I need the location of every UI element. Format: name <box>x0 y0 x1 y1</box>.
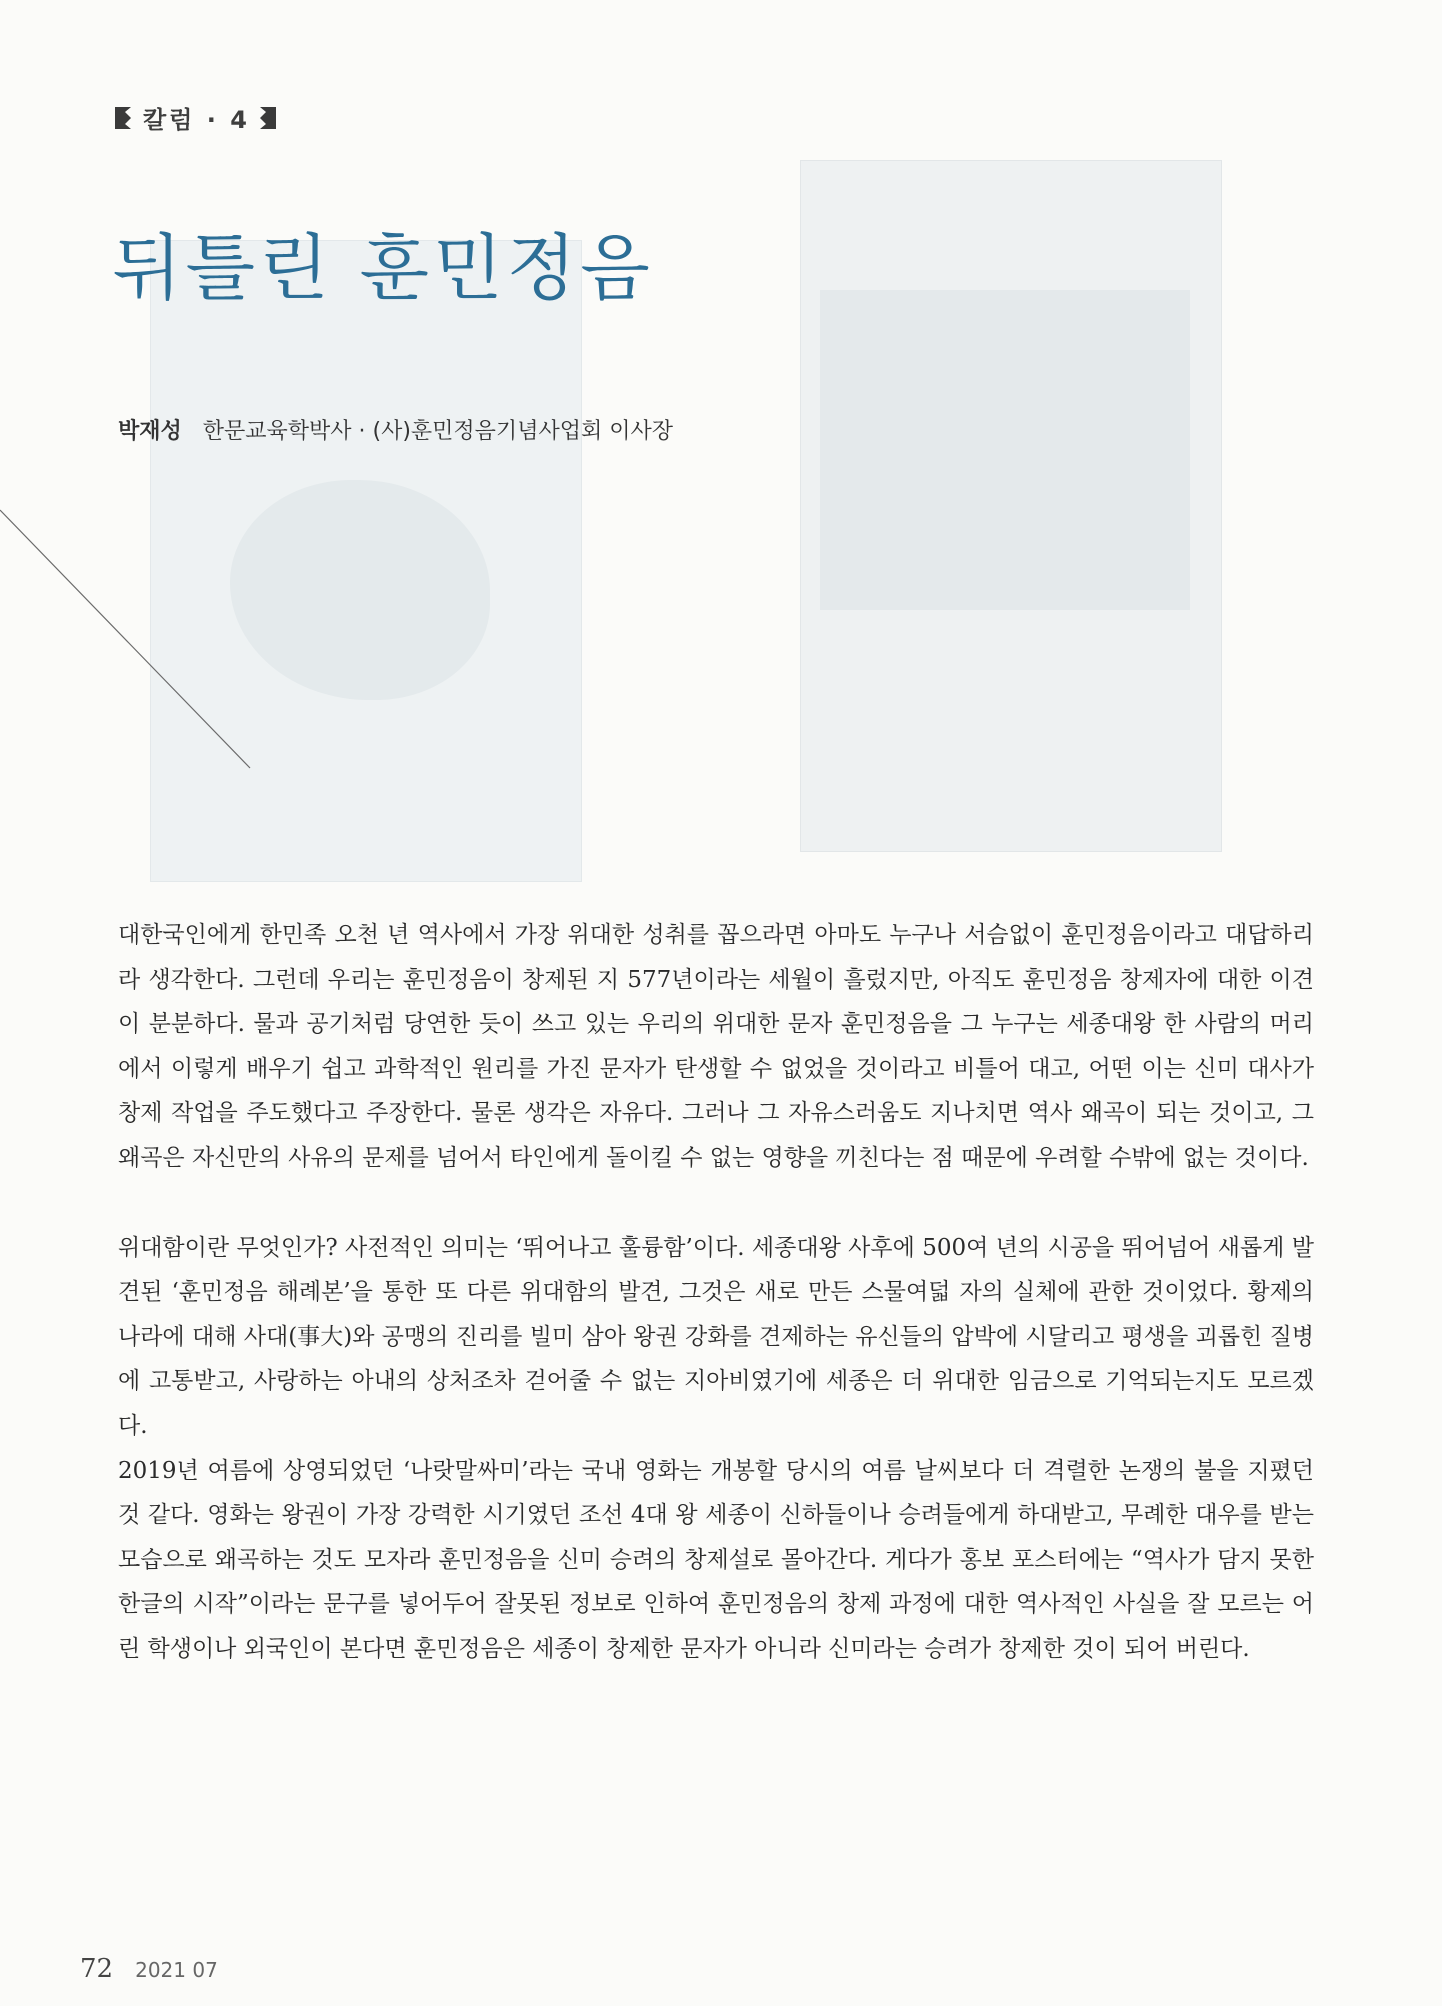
issue-date: 2021 07 <box>135 1958 218 1982</box>
author-affiliation: 한문교육학박사 · (사)훈민정음기념사업회 이사장 <box>202 419 673 444</box>
page-number: 72 <box>80 1954 114 1984</box>
page-footer <box>80 1954 218 1984</box>
article-paragraph-2: 위대함이란 무엇인가? 사전적인 의미는 ‘뛰어나고 훌륭함’이다. 세종대왕 사후에 500여 년의 시공을 뛰어넘어 새롭게 발견된 ‘훈민정음 해례본’을 통한 또 다른 위대함의 발견, 그것은 새로 만든 스물여덟 자의 실체에 관한 것이었다. 황제의 나라에 대해 사대(事大)와 공맹의 진리를 빌미 삼아 왕권 강화를 견제하는 유신들의 압박에 시달리고 평생을 괴롭힌 질병에 고통받고, 사랑하는 아내의 상처조차 걷어줄 수 없는 지아비였기에 세종은 더 위대한 임금으로 기억되는지도 모르겠다. <box>118 1234 1314 1439</box>
column-tag-label: 칼럼 · 4 <box>143 106 250 134</box>
article-paragraph-1: 대한국인에게 한민족 오천 년 역사에서 가장 위대한 성취를 꼽으라면 아마도 누구나 서슴없이 훈민정음이라고 대답하리라 생각한다. 그런데 우리는 훈민정음이 창제된 지 577년이라는 세월이 흘렀지만, 아직도 훈민정음 창제자에 대한 이견이 분분하다. 물과 공기처럼 당연한 듯이 쓰고 있는 우리의 위대한 문자 훈민정음을 그 누구는 세종대왕 한 사람의 머리에서 이렇게 배우기 쉽고 과학적인 원리를 가진 문자가 탄생할 수 없었을 것이라고 비틀어 대고, 어떤 이는 신미 대사가 창제 작업을 주도했다고 주장한다. 물론 생각은 자유다. 그러나 그 자유스러움도 지나치면 역사 왜곡이 되는 것이고, 그 왜곡은 자신만의 사유의 문제를 넘어서 타인에게 돌이킬 수 없는 영향을 끼친다는 점 때문에 우려할 수밖에 없는 것이다. <box>118 922 1314 1171</box>
article-body <box>118 913 1314 1672</box>
article-paragraph-3: 2019년 여름에 상영되었던 ‘나랏말싸미’라는 국내 영화는 개봉할 당시의 여름 날씨보다 더 격렬한 논쟁의 불을 지폈던 것 같다. 영화는 왕권이 가장 강력한 시기였던 조선 4대 왕 세종이 신하들이나 승려들에게 하대받고, 무례한 대우를 받는 모습으로 왜곡하는 것도 모자라 훈민정음을 신미 승려의 창제설로 몰아간다. 게다가 홍보 포스터에는 “역사가 담지 못한 한글의 시작”이라는 문구를 넣어두어 잘못된 정보로 인하여 훈민정음의 창제 과정에 대한 역사적인 사실을 잘 모르는 어린 학생이나 외국인이 본다면 훈민정음은 세종이 창제한 문자가 아니라 신미라는 승려가 창제한 것이 되어 버린다. <box>118 1457 1314 1662</box>
author-name: 박재성 <box>118 419 182 444</box>
column-tag <box>115 100 276 135</box>
left-bracket-mark-icon <box>115 107 131 129</box>
background-calligraphy-right-detail <box>820 290 1190 610</box>
byline <box>118 414 673 445</box>
right-bracket-mark-icon <box>260 107 276 129</box>
decorative-diagonal-line <box>0 490 260 770</box>
article-title: 뒤틀린 훈민정음 <box>112 226 654 310</box>
